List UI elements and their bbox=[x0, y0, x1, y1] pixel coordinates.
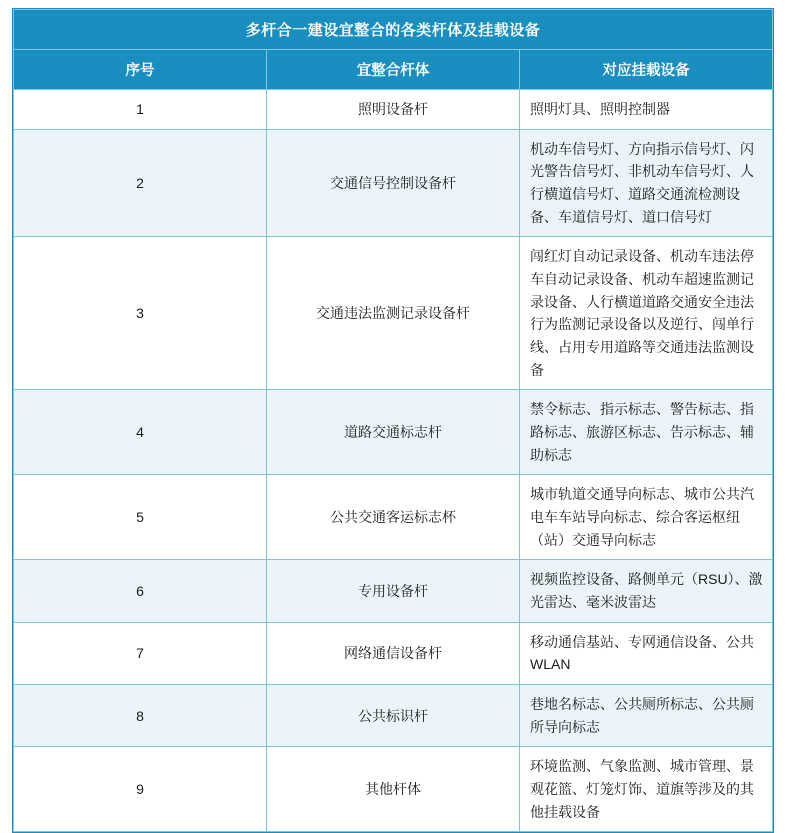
row-no: 2 bbox=[14, 129, 267, 237]
row-no: 9 bbox=[14, 747, 267, 832]
row-pole: 专用设备杆 bbox=[267, 560, 520, 622]
table-title: 多杆合一建设宜整合的各类杆体及挂载设备 bbox=[14, 10, 773, 50]
table-row bbox=[14, 90, 773, 130]
row-no: 5 bbox=[14, 475, 267, 560]
row-no: 8 bbox=[14, 685, 267, 747]
row-pole: 其他杆体 bbox=[267, 747, 520, 832]
row-no: 7 bbox=[14, 622, 267, 684]
table-row bbox=[14, 747, 773, 832]
row-pole: 交通信号控制设备杆 bbox=[267, 129, 520, 237]
row-pole: 道路交通标志杆 bbox=[267, 390, 520, 475]
row-devices: 环境监测、气象监测、城市管理、景观花篮、灯笼灯饰、道旗等涉及的其他挂载设备 bbox=[520, 747, 773, 832]
table-row bbox=[14, 622, 773, 684]
table-header-row bbox=[14, 50, 773, 90]
table-row bbox=[14, 560, 773, 622]
row-devices: 视频监控设备、路侧单元（RSU）、激光雷达、毫米波雷达 bbox=[520, 560, 773, 622]
row-devices: 移动通信基站、专网通信设备、公共 WLAN bbox=[520, 622, 773, 684]
table-row bbox=[14, 475, 773, 560]
column-header-no: 序号 bbox=[14, 50, 267, 90]
row-no: 1 bbox=[14, 90, 267, 130]
column-header-pole: 宜整合杆体 bbox=[267, 50, 520, 90]
pole-integration-table bbox=[13, 9, 773, 832]
row-no: 6 bbox=[14, 560, 267, 622]
row-no: 3 bbox=[14, 237, 267, 390]
row-pole: 照明设备杆 bbox=[267, 90, 520, 130]
row-devices: 禁令标志、指示标志、警告标志、指路标志、旅游区标志、告示标志、辅助标志 bbox=[520, 390, 773, 475]
column-header-devices: 对应挂载设备 bbox=[520, 50, 773, 90]
table-row bbox=[14, 129, 773, 237]
row-pole: 公共交通客运标志杯 bbox=[267, 475, 520, 560]
row-no: 4 bbox=[14, 390, 267, 475]
row-pole: 公共标识杆 bbox=[267, 685, 520, 747]
row-devices: 机动车信号灯、方向指示信号灯、闪光警告信号灯、非机动车信号灯、人行横道信号灯、道路交通流检测设备、车道信号灯、道口信号灯 bbox=[520, 129, 773, 237]
row-devices: 巷地名标志、公共厕所标志、公共厕所导向标志 bbox=[520, 685, 773, 747]
row-devices: 照明灯具、照明控制器 bbox=[520, 90, 773, 130]
row-pole: 网络通信设备杆 bbox=[267, 622, 520, 684]
pole-integration-table-container bbox=[12, 8, 774, 833]
row-pole: 交通违法监测记录设备杆 bbox=[267, 237, 520, 390]
row-devices: 闯红灯自动记录设备、机动车违法停车自动记录设备、机动车超速监测记录设备、人行横道道路交通安全违法行为监测记录设备以及逆行、闯单行线、占用专用道路等交通违法监测设备 bbox=[520, 237, 773, 390]
table-row bbox=[14, 685, 773, 747]
table-row bbox=[14, 237, 773, 390]
table-title-row bbox=[14, 10, 773, 50]
row-devices: 城市轨道交通导向标志、城市公共汽电车车站导向标志、综合客运枢纽（站）交通导向标志 bbox=[520, 475, 773, 560]
table-row bbox=[14, 390, 773, 475]
